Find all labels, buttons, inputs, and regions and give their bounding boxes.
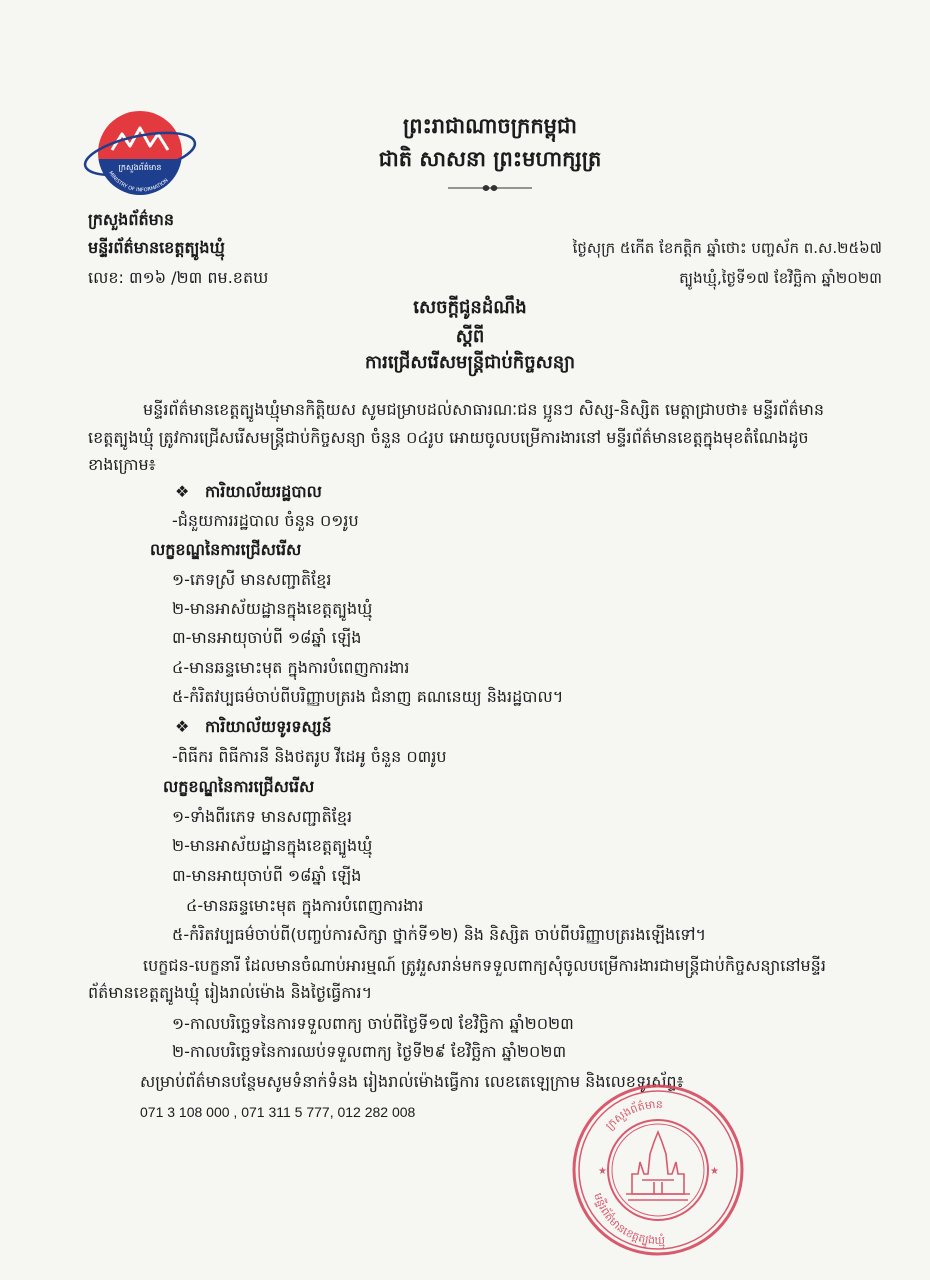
official-seal — [570, 1082, 746, 1258]
criteria-title: លក្ខខណ្ឌនៃការជ្រើសរើស — [150, 540, 302, 559]
angkor-temple-icon — [626, 1132, 690, 1200]
criteria-title: លក្ខខណ្ឌនៃការជ្រើសរើស — [163, 777, 315, 796]
solar-date: ត្បូងឃ្មុំ,ថ្ងៃទី១៧ ខែវិច្ឆិកា ឆ្នាំ២០២៣ — [679, 269, 882, 287]
kingdom-title: ព្រះរាជាណាចក្រកម្ពុជា — [402, 114, 577, 138]
notice-title: សេចក្តីជូនដំណឹង — [413, 297, 527, 318]
application-line: បេក្ខជន-បេក្ខនារី ដែលមានចំណាប់អារម្មណ៍ ត្រូវរួសរាន់មកទទួលពាក្យសុំចូលបម្រើការងារជាមន្ត្រីជាប់កិច្ចសន្យានៅមន្ទីរ — [143, 956, 826, 975]
seal-bottom-text: មន្ទីរព័ត៌មានខេត្តត្បូងឃ្មុំ — [591, 1191, 666, 1248]
lunar-date: ថ្ងៃសុក្រ ៥កើត ខែកត្តិក ឆ្នាំថោះ បញ្ចស័ក ព.ស.២៥៦៧ — [572, 239, 882, 257]
criteria-item: ១-ទាំងពីរភេទ មានសញ្ជាតិខ្មែរ — [172, 807, 353, 826]
intro-line: ខាងក្រោម៖ — [88, 455, 156, 474]
national-motto: ជាតិ សាសនា ព្រះមហាក្សត្រ — [378, 147, 602, 171]
office-heading — [175, 478, 888, 506]
ministry-name: ក្រសួងព័ត៌មាន — [88, 210, 175, 229]
seal-star-icon: ★ — [598, 1166, 607, 1177]
header-ornament — [440, 181, 540, 195]
contact-line: សម្រាប់ព័ត៌មានបន្ថែមសូមទំនាក់ទំនង រៀងរាល់ម៉ោងធ្វើការ លេខតេឡេក្រាម និងលេខទូរស័ព្ទ៖ — [140, 1072, 684, 1091]
ministry-logo — [82, 104, 202, 204]
application-line: ព័ត៌មានខេត្តត្បូងឃ្មុំ រៀងរាល់ម៉ោង និងថ្ងៃធ្វើការ។ — [88, 983, 373, 1002]
logo-english-text: MINISTRY OF INFORMATION — [107, 170, 170, 194]
office-position: -ជំនួយការរដ្ឋបាល ចំនួន ០១រូប — [172, 511, 359, 530]
intro-line: មន្ទីរព័ត៌មានខេត្តត្បូងឃ្មុំមានកិត្តិយស សូមជម្រាបដល់សាធារណៈជន ប្អូនៗ សិស្ស-និស្សិត មេត្តាជ្រាបថា៖ មន្ទីរព័ត៌មាន — [143, 400, 825, 419]
criteria-item: ៣-មានអាយុចាប់ពី ១៨ឆ្នាំ ឡើង — [172, 628, 362, 647]
notice-about: ស្តីពី — [455, 326, 485, 347]
criteria-item: ៣-មានអាយុចាប់ពី ១៨ឆ្នាំ ឡើង — [172, 866, 362, 885]
seal-star-icon: ★ — [710, 1166, 719, 1177]
criteria-item: ៥-កំរិតវប្បធម៌ចាប់ពីបរិញ្ញាបត្ររង ជំនាញ គណនេយ្យ និងរដ្ឋបាល។ — [172, 687, 564, 706]
application-date: ១-កាលបរិច្ឆេទនៃការទទួលពាក្យ ចាប់ពីថ្ងៃទី១៧ ខែវិច្ឆិកា ឆ្នាំ២០២៣ — [172, 1014, 574, 1033]
criteria-item: ២-មានអាស័យដ្ឋានក្នុងខេត្តត្បូងឃ្មុំ — [172, 599, 373, 618]
criteria-item: ១-ភេទស្រី មានសញ្ជាតិខ្មែរ — [172, 570, 332, 589]
department-name: មន្ទីរព័ត៌មានខេត្តត្បូងឃ្មុំ — [88, 238, 225, 257]
office-heading — [175, 713, 888, 741]
office-name: ការិយាល័យទូរទស្សន៍ — [205, 717, 332, 736]
intro-line: ខេត្តត្បូងឃ្មុំ ត្រូវការជ្រើសរើសមន្ត្រីជាប់កិច្ចសន្យា ចំនួន ០៤រូប អោយចូលបម្រើការងារនៅ មន្ទីរព័ត៌មានខេត្តក្នុងមុខតំណែងដូច — [88, 428, 809, 447]
office-position: -ពិធីករ ពិធីការនី និងថតរូប វីដេអូ ចំនួន ០៣រូប — [172, 747, 447, 766]
seal-top-text: ក្រសួងព័ត៌មាន — [602, 1097, 663, 1133]
logo-khmer-text: ក្រសួងព័ត៌មាន — [118, 163, 162, 172]
office-name: ការិយាល័យរដ្ឋបាល — [205, 482, 322, 501]
criteria-item: ២-មានអាស័យដ្ឋានក្នុងខេត្តត្បូងឃ្មុំ — [172, 836, 373, 855]
diamond-bullet-icon: ❖ — [175, 482, 190, 501]
reference-number: លេខ: ៣១៦ /២៣ ពម.ខតឃ — [88, 268, 269, 287]
application-date: ២-កាលបរិច្ឆេទនៃការឈប់ទទួលពាក្យ ថ្ងៃទី២៩ ខែវិច្ឆិកា ឆ្នាំ២០២៣ — [172, 1042, 567, 1061]
criteria-item: ៤-មានឆន្ទមោះមុត ក្នុងការបំពេញការងារ — [186, 896, 424, 915]
diamond-bullet-icon: ❖ — [175, 717, 190, 736]
criteria-item: ៥-កំរិតវប្បធម៌ចាប់ពី(បញ្ចប់ការសិក្សា ថ្នាក់ទី១២) និង និស្សិត ចាប់ពីបរិញ្ញាបត្ររងឡើងទៅ។ — [172, 925, 707, 944]
criteria-item: ៤-មានឆន្ទមោះមុត ក្នុងការបំពេញការងារ — [172, 658, 410, 677]
notice-subject: ការជ្រើសរើសមន្ត្រីជាប់កិច្ចសន្យា — [364, 352, 576, 373]
phone-numbers: 071 3 108 000 , 071 311 5 777, 012 282 008 — [140, 1104, 416, 1120]
